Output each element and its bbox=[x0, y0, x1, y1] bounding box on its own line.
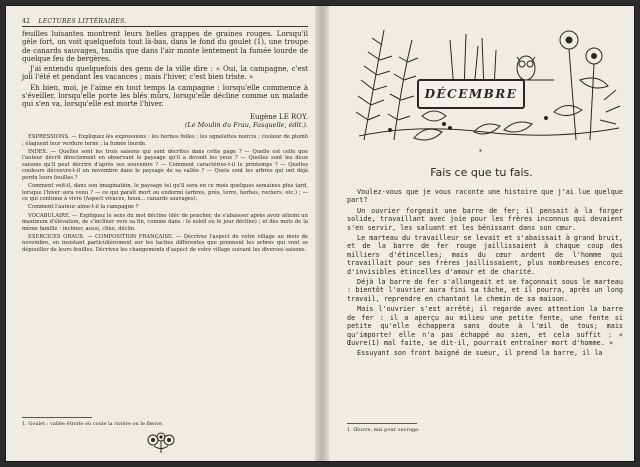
floral-ornament-icon bbox=[144, 431, 178, 455]
paragraph: Un ouvrier forgeait une barre de fer; il pensait à la forger solide, travaillant avec joie pour les frères inconnus qui devaient s'en servir, les saluant et les bénissant dans son cœur. bbox=[347, 206, 623, 232]
footnote-text: 1. Œuvre, mis pour ouvrage. bbox=[347, 427, 420, 433]
exercise-paragraph: EXPRESSIONS. — Expliquez les expressions : les herbes folles ; les ognelettes noircis ; couleur de plomb ; élaguent leur verdure terne ; la fumée lourde. bbox=[22, 134, 308, 147]
book-gutter bbox=[315, 6, 329, 461]
footnote-text: 1. Goulet : vallée étroite où coule la rivière ou le fleuve. bbox=[22, 421, 164, 427]
month-label: DÉCEMBRE bbox=[417, 79, 525, 109]
chapter-title: Fais ce que tu fais. bbox=[430, 166, 533, 179]
exercise-paragraph: VOCABULAIRE. — Expliquez le sens du mot décline (déc de pencher, de s'abaisser après avoir atteint un maximum d'élévation, de s'incliner vers sa fin, comme dans : le soleil ou le jour décline) ; et des mots de la même famille : incliner, aussi, cline, déclin. bbox=[22, 212, 308, 232]
footnote-rule bbox=[22, 417, 92, 418]
exercise-paragraph: EXERCICES ORAUX. — COMPOSITION FRANÇAISE. — Décrivez l'aspect de votre village au mois de novembre, en insistant particulièrement sur les taches différentes que prennent les arbres qui vont se dépouiller de leurs feuilles. Décrivez les changements d'aspect de votre village suivant les diverses saisons. bbox=[22, 233, 308, 253]
footnote-rule bbox=[347, 423, 417, 424]
section-star: * bbox=[479, 149, 482, 156]
paragraph: Essuyant son front baigné de sueur, il prend la barre, il la bbox=[357, 349, 603, 358]
exercise-paragraph: INDEX. — Quelles sont les trois saisons qui sont décrites dans cette page ? — Quelle est celle que l'auteur décrit directement en observant le paysage qu'il a devant les yeux ? — Quelles sont les deux saisons qu'il peut décrire d'après ses souvenirs ? — Comment caractérise-t-il le printemps ? — Quelles couleurs découvre-t-il en novembre dans le paysage de sa vallée ? — Quels sont les arbres qui ont déjà perdu leurs feuilles ? bbox=[22, 149, 308, 181]
source-citation: (Le Moulin du Frau, Fasquelle, édit.). bbox=[184, 120, 308, 129]
paragraph: Déjà la barre de fer s'allongeait et se façonnait sous le marteau : bientôt l'ouvrier aura fini sa tâche, et il pourra, après un long travail, reprendre en chantant le chemin de sa maison. bbox=[347, 278, 623, 303]
paragraph: Voulez-vous que je vous raconte une histoire que j'ai lue quelque part? bbox=[347, 188, 623, 205]
book-spread bbox=[6, 6, 634, 461]
exercise-paragraph: Comment l'auteur aime-t-il la campagne ? bbox=[28, 204, 139, 211]
page-number: 42 bbox=[22, 18, 31, 25]
left-page bbox=[6, 6, 315, 461]
running-header bbox=[22, 18, 308, 27]
right-footnote bbox=[347, 423, 623, 433]
paragraph: Eh bien, moi, je l'aime en tout temps la campagne : lorsqu'elle commence à s'éveiller, lorsqu'elle porte les blés mûrs, lorsqu'elle décline comme un malade qui s'en va, lorsqu'elle est morte l'hiver. bbox=[22, 83, 308, 109]
left-footnote bbox=[22, 417, 308, 427]
left-text-block bbox=[22, 30, 308, 255]
paragraph: J'ai entendu quelquefois des gens de la ville dire : « Oui, la campagne, c'est joli l'été et pendant les vacances ; mais l'hiver, c'est bien triste. » bbox=[22, 65, 308, 82]
exercise-paragraph: Comment voit-il, dans son imagination, le paysage tel qu'il sera en ce mois quelques semaines plus tard, lorsque l'hiver sera venu ? — ce qui paraît mort ou endormi (arbres, prés, terre, herbes, rochers, etc.) ; — ce qui continue à vivre (Aspect vivaces, houx... canards sauvages). bbox=[22, 183, 308, 202]
paragraph: Le marteau du travailleur se levait et s'abaissait à grand bruit, et de la barre de fer rouge jaillissaient à chaque coup des milliers d'étincelles; mais du cœur ardent de l'homme qui travaillait pour ses frères jaillissaient, plus nombreuses encore, d'invisibles étincelles d'amour et de charité. bbox=[347, 234, 623, 276]
right-text-block bbox=[347, 188, 623, 360]
running-title: LECTURES LITTÉRAIRES. bbox=[38, 18, 127, 25]
paragraph: feuilles luisantes montrent leurs belles grappes de graines rouges. Lorsqu'il gèle fort, on voit quelquefois tout là-bas, dans le fond du goulet (1), une troupe de canards sauvages, tandis que dans l'air monte lentement la fumée lourde de quelque feu de bergères. bbox=[22, 30, 308, 63]
exercises-block bbox=[22, 134, 308, 253]
paragraph: Mais l'ouvrier s'est arrêté; il regarde avec attention la barre de fer : il a aperçu au milieu une petite fente, une fente si petite qu'elle échappera sans doute à l'œil de tous; mais qu'importe! elle n'a pas échappé au sien, et cela suffit : « Œuvre(1) mal faite, se dit-il, pourrait entraîner mort d'homme. » bbox=[347, 305, 623, 347]
author-signature: Eugène LE ROY. bbox=[249, 112, 308, 121]
right-page bbox=[329, 6, 634, 461]
